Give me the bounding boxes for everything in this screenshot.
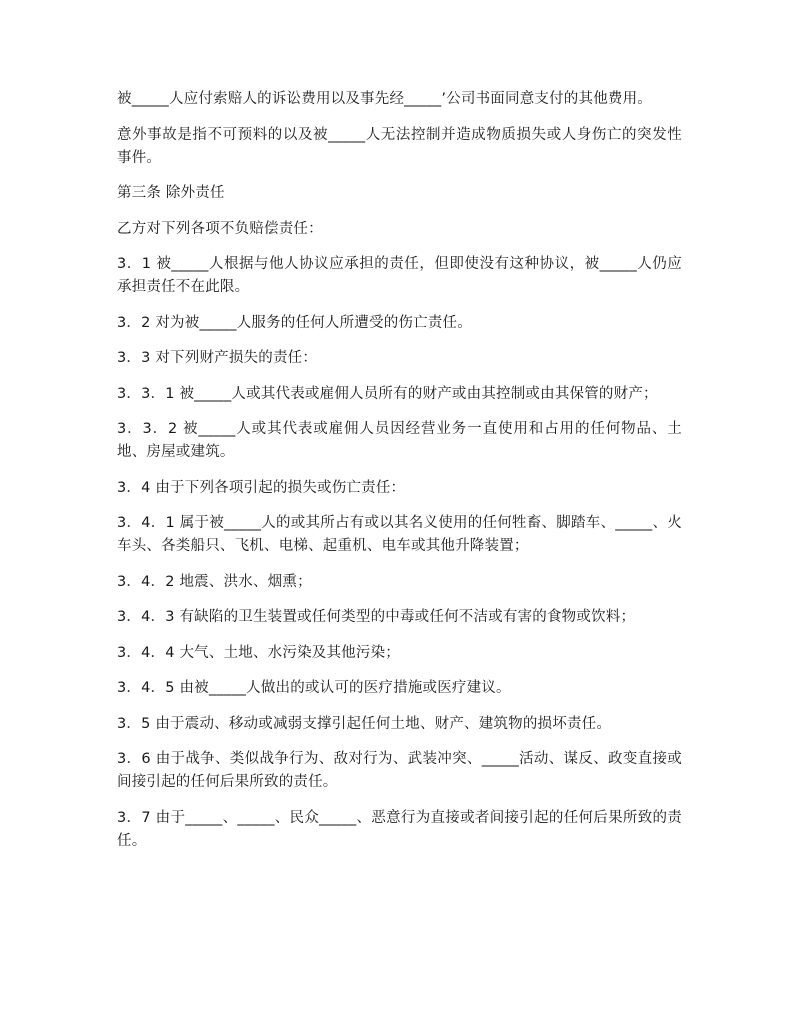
clause-3-4-3: 3．4．3 有缺陷的卫生装置或任何类型的中毒或任何不洁或有害的食物或饮料； bbox=[117, 609, 636, 625]
clause-3-4-4: 3．4．4 大气、土地、水污染及其他污染； bbox=[117, 644, 400, 661]
section-heading-exclusions: 第三条 除外责任 bbox=[117, 185, 225, 201]
paragraph-accident-definition: 意外事故是指不可预料的以及被_____人无法控制并造成物质损失或人身伤亡的突发性事件。 bbox=[117, 126, 682, 166]
clause-3-5: 3．5 由于震动、移动或减弱支撑引起任何土地、财产、建筑物的损坏责任。 bbox=[117, 715, 612, 732]
clause-3-4-5: 3．4．5 由被_____人做出的或认可的医疗措施或医疗建议。 bbox=[117, 680, 511, 696]
clause-3-7: 3．7 由于_____、_____、民众_____、恶意行为直接或者间接引起的任何后果所致的责任。 bbox=[117, 809, 682, 849]
clause-3-4-1: 3．4．1 属于被_____人的或其所占有或以其名义使用的任何牲畜、脚踏车、_____、火车头、各类船只、飞机、电梯、起重机、电车或其他升降装置； bbox=[117, 515, 682, 554]
document-body bbox=[117, 88, 682, 865]
clause-3-4: 3．4 由于下列各项引起的损失或伤亡责任： bbox=[117, 479, 406, 496]
clause-3-3-1: 3．3．1 被_____人或其代表或雇佣人员所有的财产或由其控制或由其保管的财产； bbox=[117, 385, 658, 402]
clause-3-2: 3．2 对为被_____人服务的任何人所遭受的伤亡责任。 bbox=[117, 314, 472, 331]
paragraph-exclusions-intro: 乙方对下列各项不负赔偿责任： bbox=[117, 220, 323, 237]
paragraph-litigation-costs: 被_____人应付索赔人的诉讼费用以及事先经_____’公司书面同意支付的其他费用。 bbox=[117, 91, 653, 107]
clause-3-1: 3．1 被_____人根据与他人协议应承担的责任，但即使没有这种协议，被_____人仍应承担责任不在此限。 bbox=[117, 256, 682, 295]
clause-3-6: 3．6 由于战争、类似战争行为、敌对行为、武装冲突、_____活动、谋反、政变直接或间接引起的任何后果所致的责任。 bbox=[117, 751, 682, 790]
clause-3-3: 3．3 对下列财产损失的责任： bbox=[117, 350, 318, 366]
clause-3-3-2: 3．3．2 被_____人或其代表或雇佣人员因经营业务一直使用和占用的任何物品、土地、房屋或建筑。 bbox=[117, 421, 682, 460]
clause-3-4-2: 3．4．2 地震、洪水、烟熏； bbox=[117, 573, 312, 590]
